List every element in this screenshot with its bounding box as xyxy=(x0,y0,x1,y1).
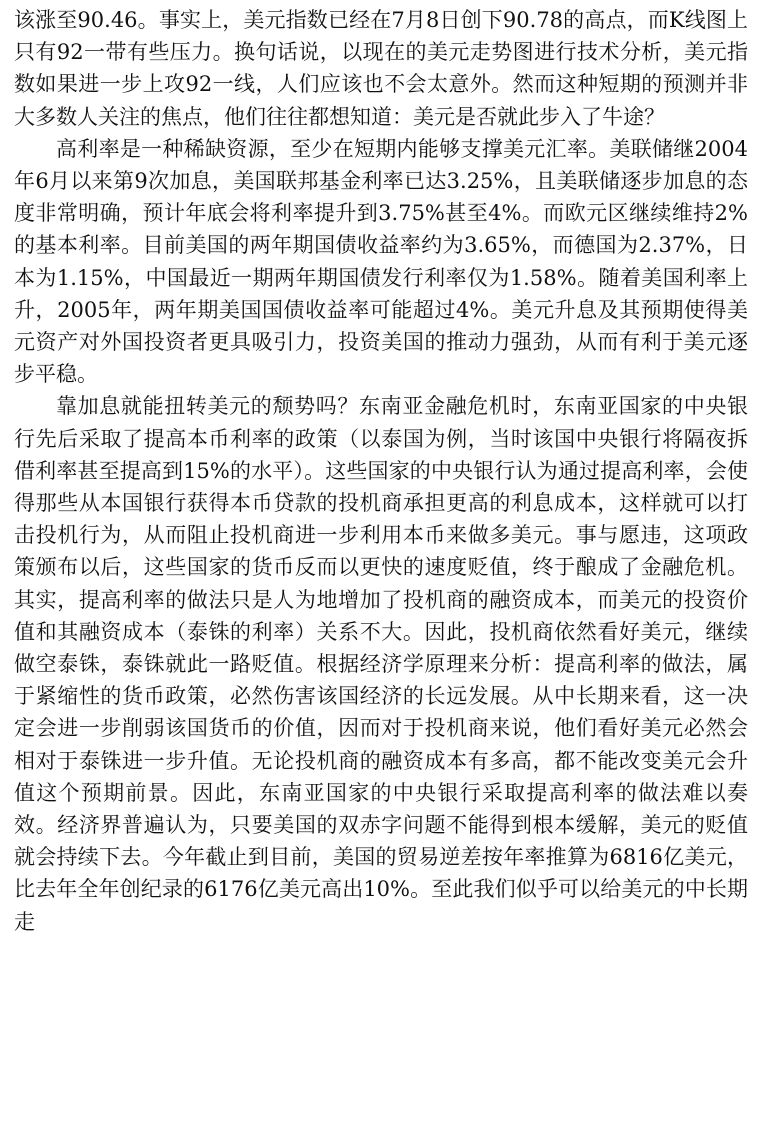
paragraph-interest-rate: 高利率是一种稀缺资源，至少在短期内能够支撑美元汇率。美联储继2004年6月以来第9次加息，美国联邦基金利率已达3.25%，且美联储逐步加息的态度非常明确，预计年底会将利率提升到3.75%甚至4%。而欧元区继续维持2%的基本利率。目前美国的两年期国债收益率约为3.65%，而德国为2.37%，日本为1.15%，中国最近一期两年期国债发行利率仅为1.58%。随着美国利率上升，2005年，两年期美国国债收益率可能超过4%。美元升息及其预期使得美元资产对外国投资者更具吸引力，投资美国的推动力强劲，从而有利于美元逐步平稳。 xyxy=(14,136,748,387)
paragraph-continuation: 该涨至90.46。事实上，美元指数已经在7月8日创下90.78的高点，而K线图上只有92一带有些压力。换句话说，以现在的美元走势图进行技术分析，美元指数如果进一步上攻92一线，人们应该也不会太意外。然而这种短期的预测并非大多数人关注的焦点，他们往往都想知道：美元是否就此步入了牛途？ xyxy=(14,8,748,129)
paragraph-southeast-asia-crisis: 靠加息就能扭转美元的颓势吗？东南亚金融危机时，东南亚国家的中央银行先后采取了提高本币利率的政策（以泰国为例，当时该国中央银行将隔夜拆借利率甚至提高到15%的水平）。这些国家的中央银行认为通过提高利率，会使得那些从本国银行获得本币贷款的投机商承担更高的利息成本，这样就可以打击投机行为，从而阻止投机商进一步利用本币来做多美元。事与愿违，这项政策颁布以后，这些国家的货币反而以更快的速度贬值，终于酿成了金融危机。其实，提高利率的做法只是人为地增加了投机商的融资成本，而美元的投资价值和其融资成本（泰铢的利率）关系不大。因此，投机商依然看好美元，继续做空泰铢，泰铢就此一路贬值。根据经济学原理来分析：提高利率的做法，属于紧缩性的货币政策，必然伤害该国经济的长远发展。从中长期来看，这一决定会进一步削弱该国货币的价值，因而对于投机商来说，他们看好美元必然会相对于泰铢进一步升值。无论投机商的融资成本有多高，都不能改变美元会升值这个预期前景。因此，东南亚国家的中央银行采取提高利率的做法难以奏效。经济界普遍认为，只要美国的双赤字问题不能得到根本缓解，美元的贬值就会持续下去。今年截止到目前，美国的贸易逆差按年率推算为6816亿美元，比去年全年创纪录的6176亿美元高出10%。至此我们似乎可以给美元的中长期走 xyxy=(14,394,748,934)
document-body xyxy=(14,4,748,938)
